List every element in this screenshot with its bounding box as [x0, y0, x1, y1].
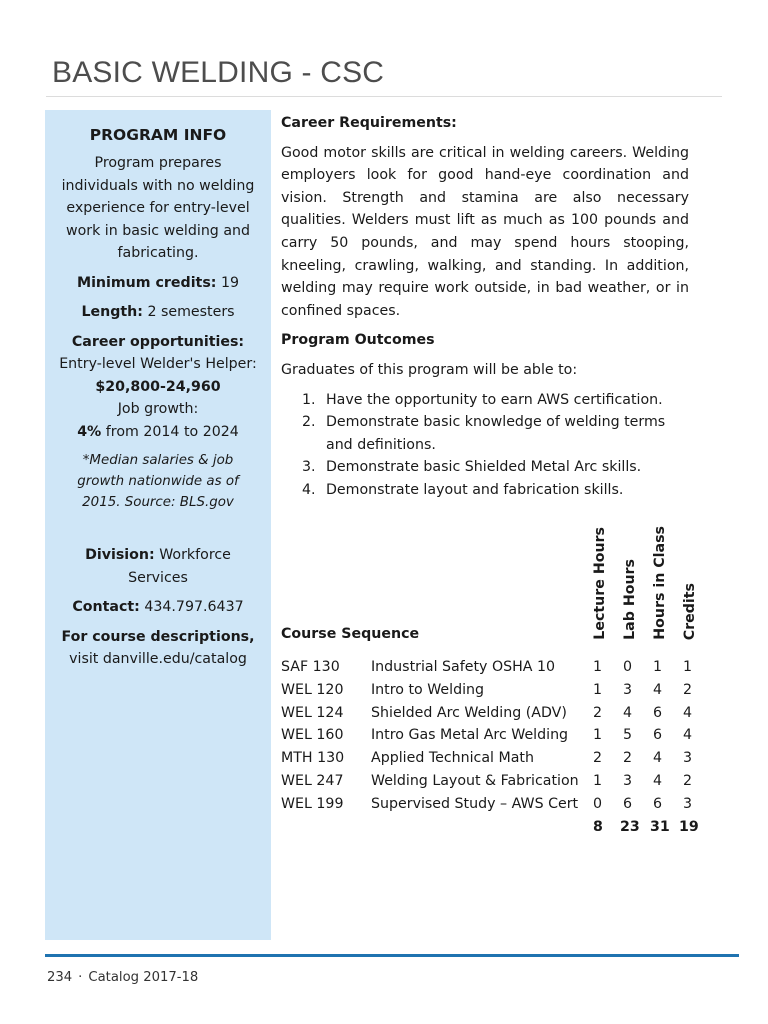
- outcome-item: [302, 479, 689, 502]
- program-info-sidebar: [45, 110, 271, 940]
- column-header-label: Lecture Hours: [592, 527, 608, 640]
- job-growth-percent: 4%: [77, 423, 102, 440]
- hours-in-class: 6: [653, 727, 663, 744]
- course-name: Intro to Welding: [371, 681, 485, 698]
- job-growth-text: from 2014 to 2024: [105, 423, 239, 440]
- lab-hours: 4: [623, 704, 633, 721]
- outcome-number: 3.: [302, 459, 316, 476]
- course-name: Supervised Study – AWS Cert: [371, 795, 579, 812]
- course-code: WEL 120: [281, 681, 344, 698]
- course-sequence-label: Course Sequence: [281, 626, 420, 642]
- column-header-credits: [679, 512, 703, 640]
- outcome-number: 1.: [302, 391, 316, 408]
- course-code: SAF 130: [281, 659, 340, 675]
- division: [59, 544, 257, 589]
- career-salary: $20,800-24,960: [95, 378, 221, 395]
- outcome-text: Demonstrate layout and fabrication skills.: [326, 481, 624, 498]
- program-description: Program prepares individuals with no welding experience for entry-level work in basic welding and fabricating.: [61, 155, 255, 261]
- contact-label: Contact:: [72, 599, 140, 615]
- lecture-hours: 1: [593, 681, 603, 698]
- main-content: [281, 112, 689, 502]
- total-credits: 19: [679, 818, 699, 835]
- table-row: [281, 702, 721, 725]
- table-row: [281, 724, 721, 747]
- lecture-hours: 1: [593, 659, 603, 675]
- total-lab-hours: 23: [620, 818, 640, 835]
- career-opportunities-label: Career opportunities:: [71, 333, 245, 350]
- column-header-lab-hours: [619, 512, 643, 640]
- credits: 2: [683, 681, 693, 698]
- page-number: 234: [47, 970, 73, 985]
- course-rows: [281, 656, 721, 838]
- career-requirements-heading: Career Requirements:: [281, 115, 457, 131]
- course-descriptions: [59, 626, 257, 671]
- hours-in-class: 4: [653, 772, 663, 789]
- catalog-link[interactable]: visit danville.edu/catalog: [69, 651, 247, 667]
- page-title: BASIC WELDING - CSC: [52, 56, 385, 89]
- program-outcomes-list: [281, 389, 689, 502]
- page-footer: [47, 970, 198, 985]
- minimum-credits-value: 19: [220, 274, 240, 291]
- table-row: [281, 770, 721, 793]
- column-header-lecture-hours: [589, 512, 613, 640]
- lab-hours: 0: [623, 659, 633, 675]
- program-info-heading: PROGRAM INFO: [89, 126, 227, 144]
- salary-source-note: *Median salaries & job growth nationwide as of 2015. Source: BLS.gov: [77, 453, 239, 510]
- course-descriptions-label: For course descriptions,: [61, 628, 255, 645]
- column-header-hours-in-class: [649, 512, 673, 640]
- credits: 3: [683, 750, 693, 767]
- credits: 4: [683, 704, 693, 721]
- division-value: Workforce Services: [128, 547, 231, 586]
- job-growth-label: Job growth:: [117, 401, 199, 417]
- table-row: [281, 747, 721, 770]
- course-code: MTH 130: [281, 750, 345, 767]
- division-label: Division:: [85, 547, 155, 563]
- lab-hours: 3: [623, 772, 633, 789]
- sidebar-spacer: [59, 520, 257, 544]
- course-name: Shielded Arc Welding (ADV): [371, 704, 567, 721]
- career-opportunities-text: Entry-level Welder's Helper:: [59, 356, 257, 372]
- credits: 4: [683, 727, 693, 744]
- column-header-label: Credits: [682, 582, 698, 640]
- footer-separator: ·: [78, 970, 83, 985]
- outcome-text: Demonstrate basic knowledge of welding terms and definitions.: [326, 414, 666, 453]
- total-lecture-hours: 8: [593, 818, 603, 835]
- career-opportunities: [59, 331, 257, 444]
- outcome-text: Demonstrate basic Shielded Metal Arc skills.: [326, 459, 642, 476]
- lab-hours: 3: [623, 681, 633, 698]
- lecture-hours: 1: [593, 772, 603, 789]
- lab-hours: 6: [623, 795, 633, 812]
- outcome-item: [302, 456, 689, 479]
- contact-phone: 434.797.6437: [144, 599, 244, 615]
- title-divider: [46, 96, 722, 97]
- program-outcomes-intro: Graduates of this program will be able to:: [281, 361, 578, 378]
- lecture-hours: 1: [593, 727, 603, 744]
- table-row: [281, 656, 721, 679]
- contact: [59, 596, 257, 619]
- outcome-number: 2.: [302, 414, 316, 431]
- length-label: Length:: [81, 304, 143, 320]
- course-name: Applied Technical Math: [371, 750, 534, 767]
- hours-in-class: 6: [653, 795, 663, 812]
- course-code: WEL 247: [281, 772, 344, 789]
- program-outcomes-heading: Program Outcomes: [281, 332, 435, 349]
- outcome-number: 4.: [302, 481, 316, 498]
- career-requirements-text: Good motor skills are critical in welding careers. Welding employers look for good hand-eye coordination and vision. Strength and stamina are also necessary qualities. Welders must lift as much as 100 pounds and carry 50 pounds, and may spend hours stooping, kneeling, crawling, walking, and standing. In addition, welding may require work outside, in bad weather, or in confined spaces.: [281, 144, 689, 319]
- totals-row: [281, 816, 721, 839]
- table-row: [281, 679, 721, 702]
- lab-hours: 5: [623, 727, 633, 744]
- lecture-hours: 2: [593, 704, 603, 721]
- course-code: WEL 199: [281, 795, 344, 812]
- outcome-item: [302, 389, 689, 412]
- hours-in-class: 4: [653, 681, 663, 698]
- minimum-credits-label: Minimum credits:: [76, 274, 217, 291]
- course-name: Welding Layout & Fabrication: [371, 772, 579, 789]
- table-row: [281, 793, 721, 816]
- hours-in-class: 1: [653, 659, 663, 675]
- footer-divider: [45, 954, 739, 957]
- lecture-hours: 0: [593, 795, 603, 812]
- lecture-hours: 2: [593, 750, 603, 767]
- outcome-item: [302, 411, 689, 456]
- length-value: 2 semesters: [147, 304, 235, 320]
- credits: 3: [683, 795, 693, 812]
- lab-hours: 2: [623, 750, 633, 767]
- course-code: WEL 160: [281, 727, 344, 744]
- catalog-label: Catalog 2017-18: [88, 970, 199, 985]
- column-header-label: Hours in Class: [652, 526, 668, 640]
- hours-in-class: 6: [653, 704, 663, 721]
- hours-in-class: 4: [653, 750, 663, 767]
- total-hours-in-class: 31: [650, 818, 670, 835]
- course-name: Intro Gas Metal Arc Welding: [371, 727, 569, 744]
- credits: 2: [683, 772, 693, 789]
- course-name: Industrial Safety OSHA 10: [371, 659, 556, 675]
- course-code: WEL 124: [281, 704, 344, 721]
- credits: 1: [683, 659, 693, 675]
- outcome-text: Have the opportunity to earn AWS certification.: [326, 391, 663, 408]
- program-length: [59, 301, 257, 324]
- minimum-credits: [59, 272, 257, 295]
- column-header-label: Lab Hours: [622, 559, 638, 640]
